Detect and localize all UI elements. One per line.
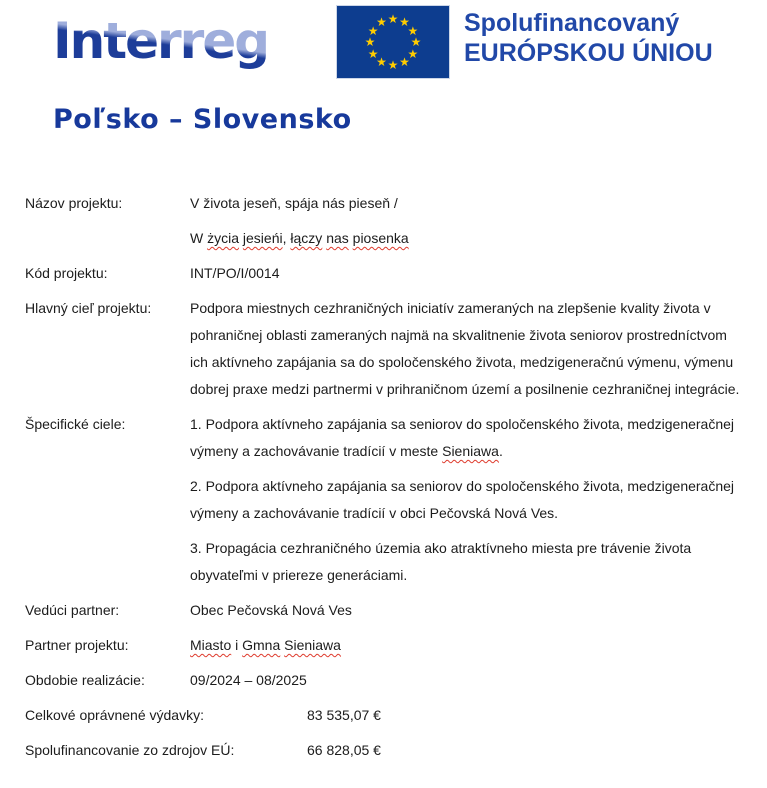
value-paragraph: 2. Podpora aktívneho zapájania sa seniorov do spoločenského života, medzigeneračnej výmeny a zachovávanie tradícií v obci Pečovská Nová Ves. — [190, 478, 735, 521]
cofunded-line1: Spolufinancovaný — [464, 9, 680, 37]
row-label: Celkové oprávnené výdavky: — [25, 707, 204, 723]
row-label: Obdobie realizácie: — [25, 672, 145, 688]
eu-star-icon: ★ — [399, 15, 410, 30]
table-row — [25, 737, 747, 764]
table-row — [25, 702, 747, 729]
row-value — [190, 667, 747, 694]
value-paragraph: 3. Propagácia cezhraničného územia ako atraktívneho miesta pre trávenie života obyvateľmi v priereze generáciami. — [190, 540, 692, 583]
misspelled-text: piosenka — [352, 230, 409, 246]
row-value — [190, 632, 747, 659]
table-row — [25, 260, 747, 287]
misspelled-text: Miasto — [190, 637, 232, 653]
value-paragraph: 66 828,05 € — [307, 742, 381, 758]
row-label: Partner projektu: — [25, 637, 129, 653]
misspelled-text: Gmna — [242, 637, 281, 653]
row-label: Vedúci partner: — [25, 602, 120, 618]
eu-star-icon: ★ — [407, 46, 419, 61]
value-paragraph: V života jeseň, spája nás pieseň / — [190, 195, 398, 211]
misspelled-text: Sieniawa — [284, 637, 341, 653]
table-row — [25, 411, 747, 589]
row-label: Špecifické ciele: — [25, 416, 126, 432]
row-value — [190, 295, 747, 403]
value-paragraph: 09/2024 – 08/2025 — [190, 672, 307, 688]
table-row — [25, 597, 747, 624]
value-paragraph: Obec Pečovská Nová Ves — [190, 602, 352, 618]
value-paragraph: Miasto i Gmna Sieniawa — [190, 637, 341, 653]
row-value — [307, 702, 747, 729]
value-paragraph: Podpora miestnych cezhraničných iniciatív zameraných na zlepšenie kvality života v pohraničnej oblasti zameraných najmä na skvalitnenie života seniorov prostredníctvom ich aktívneho zapájania sa do spoločenského života, medzigeneračnú výmenu, výmenu dobrej praxe medzi partnermi v prihraničnom území a posilnenie cezhraničnej integrácie. — [190, 300, 740, 397]
eu-flag — [336, 5, 450, 79]
row-label: Kód projektu: — [25, 265, 108, 281]
value-paragraph: 83 535,07 € — [307, 707, 381, 723]
value-paragraph: 1. Podpora aktívneho zapájania sa seniorov do spoločenského života, medzigeneračnej výmeny a zachovávanie tradícií v meste Sieniawa. — [190, 416, 735, 459]
value-paragraph: INT/PO/I/0014 — [190, 265, 280, 281]
table-row — [25, 190, 747, 252]
value-paragraph: W życia jesieńi, łączy nas piosenka — [190, 230, 409, 246]
misspelled-text: łączy — [290, 230, 323, 246]
row-value — [190, 260, 747, 287]
table-row — [25, 295, 747, 403]
row-value — [190, 190, 747, 252]
row-value — [190, 597, 747, 624]
misspelled-text: Sieniawa — [442, 443, 499, 459]
row-value — [190, 411, 747, 589]
eu-star-icon: ★ — [367, 46, 379, 61]
interreg-logo: Interreg — [53, 8, 268, 74]
misspelled-text: jesieńi — [242, 230, 283, 246]
table-row — [25, 667, 747, 694]
row-label: Hlavný cieľ projektu: — [25, 300, 152, 316]
row-value — [307, 737, 747, 764]
eu-star-icon: ★ — [410, 35, 422, 49]
eu-star-icon: ★ — [387, 12, 399, 26]
cofunded-text-block — [464, 8, 713, 68]
eu-star-icon: ★ — [376, 15, 387, 30]
table-row — [25, 632, 747, 659]
programme-title: Poľsko – Slovensko — [53, 104, 352, 135]
misspelled-text: nas — [326, 230, 349, 246]
misspelled-text: życia — [207, 230, 240, 246]
row-label: Názov projektu: — [25, 195, 123, 211]
eu-star-icon: ★ — [407, 23, 419, 38]
eu-star-icon: ★ — [367, 23, 379, 38]
eu-star-icon: ★ — [376, 54, 387, 69]
cofunded-line2: EURÓPSKOU ÚNIOU — [464, 39, 713, 67]
eu-star-icon: ★ — [364, 35, 376, 49]
eu-star-icon: ★ — [399, 54, 410, 69]
row-label: Spolufinancovanie zo zdrojov EÚ: — [25, 742, 235, 758]
project-info-table — [25, 190, 747, 764]
eu-star-icon: ★ — [387, 58, 399, 72]
